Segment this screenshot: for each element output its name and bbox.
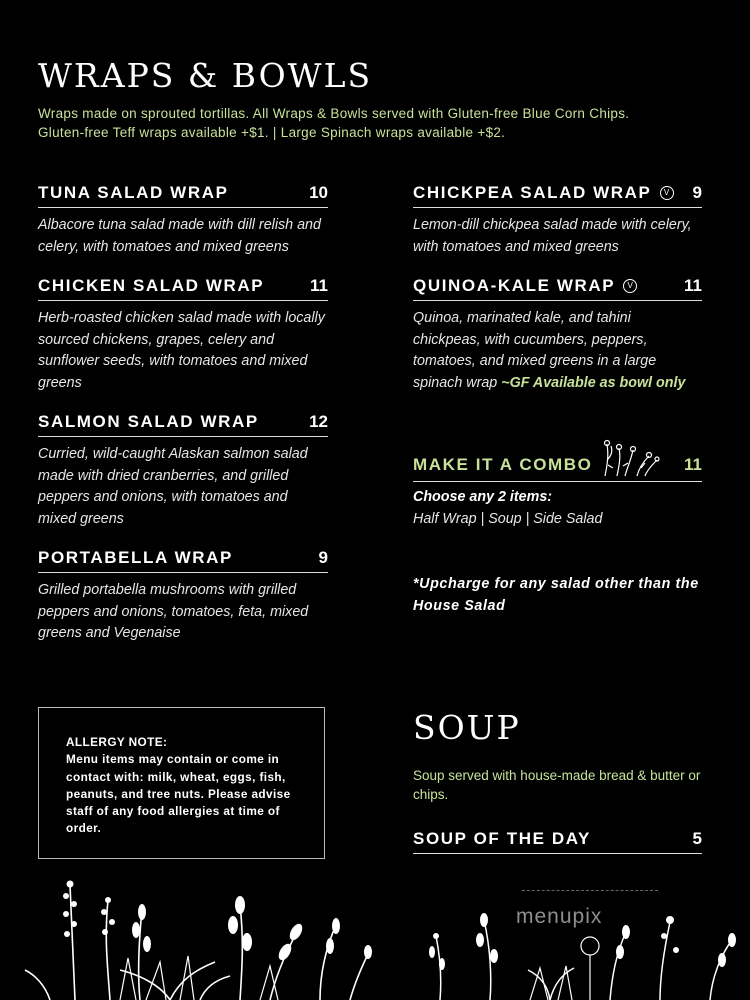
soup-item-price: 5: [692, 829, 702, 848]
menu-item-name-wrap: [413, 276, 637, 296]
combo-price: 11: [684, 455, 702, 474]
menu-item-name: TUNA SALAD WRAP: [38, 183, 229, 202]
menu-item-description: Curried, wild-caught Alaskan salmon salad made with dried cranberries, and grilled peppers and onions, with tomatoes and mixed greens: [38, 446, 308, 527]
menu-item-name-wrap: [413, 183, 674, 203]
soup-item: [413, 829, 702, 854]
menu-item-description: Herb-roasted chicken salad made with locally sourced chickens, grapes, celery and sunflower seeds, with tomatoes and mixed greens: [38, 310, 325, 391]
left-menu-column: [38, 183, 328, 663]
upcharge-note: *Upcharge for any salad other than the House Salad: [413, 576, 699, 614]
menu-item: [38, 183, 328, 258]
page-title: WRAPS & BOWLS: [38, 56, 373, 95]
menu-item-price: 10: [309, 183, 328, 202]
combo-details: [413, 487, 702, 530]
intro-line-2: Gluten-free Teff wraps available +$1. | Large Spinach wraps available +$2.: [38, 125, 506, 140]
menu-item-price: 9: [318, 548, 328, 567]
combo-subtitle: Choose any 2 items:: [413, 489, 553, 505]
menu-item-description: Albacore tuna salad made with dill relish and celery, with tomatoes and mixed greens: [38, 217, 321, 255]
menu-item-name: CHICKPEA SALAD WRAP: [413, 183, 652, 202]
right-menu-column: [413, 183, 702, 412]
soup-title: SOUP: [413, 708, 521, 747]
menu-item: [38, 276, 328, 394]
vegan-icon: V: [623, 279, 637, 293]
allergy-text: Menu items may contain or come in contact with: milk, wheat, eggs, fish, peanuts, and tree nuts. Please advise staff of any food allergies at time of order.: [66, 752, 291, 836]
menu-item-description: Grilled portabella mushrooms with grilled peppers and onions, tomatoes, feta, mixed greens and Vegenaise: [38, 582, 309, 641]
vegan-icon: V: [660, 186, 674, 200]
watermark: menupix: [516, 905, 603, 928]
combo-heading: [413, 452, 702, 482]
menu-item-name: PORTABELLA WRAP: [38, 548, 233, 567]
wildflower-sprig-icon: [597, 438, 661, 478]
menu-item-name: SALMON SALAD WRAP: [38, 412, 259, 431]
allergy-heading: ALLERGY NOTE:: [66, 735, 168, 749]
menu-item-price: 9: [692, 183, 702, 202]
menu-item: [413, 183, 702, 258]
menu-item-description-text: Quinoa, marinated kale, and tahini chickpeas, with cucumbers, peppers, tomatoes, and mixed greens in a large spinach wrap: [413, 310, 657, 391]
section-intro: [38, 104, 718, 142]
botanical-plants-icon: [420, 906, 750, 1000]
menu-item-price: 11: [310, 276, 328, 295]
menu-item: [38, 412, 328, 530]
menu-item-name: QUINOA-KALE WRAP: [413, 276, 616, 295]
menu-item-price: 11: [684, 276, 702, 295]
menu-item-description: [413, 308, 702, 394]
intro-line-1: Wraps made on sprouted tortillas. All Wraps & Bowls served with Gluten-free Blue Corn Chips.: [38, 106, 630, 121]
menu-item: [38, 548, 328, 645]
menu-item-description: Lemon-dill chickpea salad made with celery, with tomatoes and mixed greens: [413, 217, 692, 255]
menu-item: [413, 276, 702, 394]
combo-options: Half Wrap | Soup | Side Salad: [413, 510, 603, 527]
botanical-plants-icon: [20, 870, 380, 1000]
combo-name: MAKE IT A COMBO: [413, 455, 593, 474]
menu-item-price: 12: [309, 412, 328, 431]
gluten-free-note: ~GF Available as bowl only: [501, 374, 686, 391]
soup-intro: Soup served with house-made bread & butter or chips.: [413, 768, 701, 802]
watermark-rule: [522, 890, 658, 891]
menu-item-name: CHICKEN SALAD WRAP: [38, 276, 265, 295]
soup-item-name: SOUP OF THE DAY: [413, 829, 591, 848]
allergy-note-box: [38, 707, 325, 859]
